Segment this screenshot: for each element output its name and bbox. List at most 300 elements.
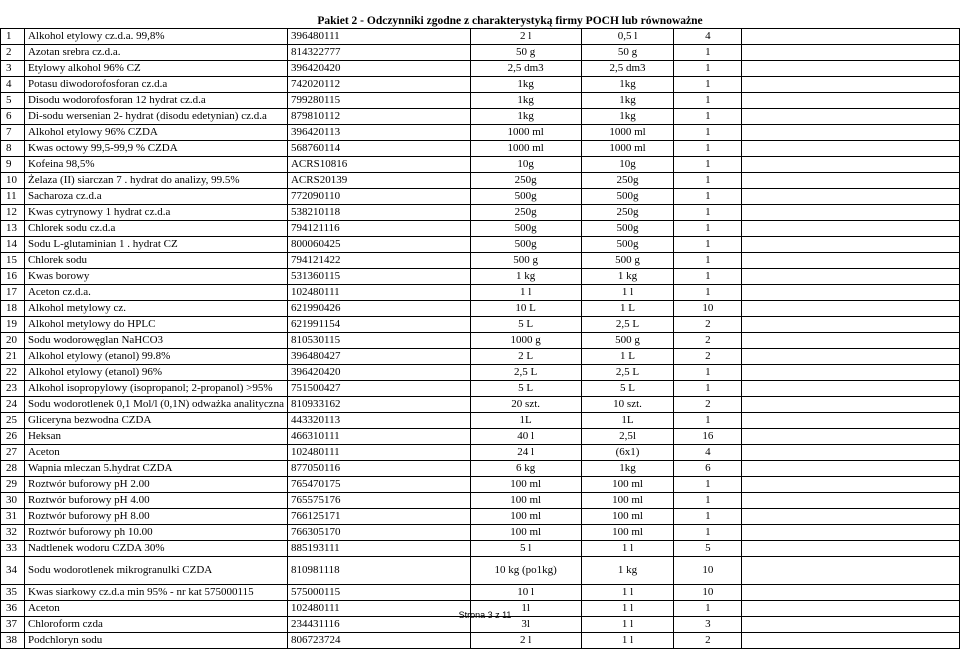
package-size: 1 l bbox=[470, 285, 581, 301]
row-number: 5 bbox=[1, 93, 25, 109]
empty-cell bbox=[742, 189, 960, 205]
empty-cell bbox=[742, 349, 960, 365]
catalog-number: 396480427 bbox=[287, 349, 470, 365]
table-row bbox=[1, 173, 960, 189]
reagent-name: Etylowy alkohol 96% CZ bbox=[24, 61, 287, 77]
reagent-name: Alkohol etylowy cz.d.a. 99,8% bbox=[24, 29, 287, 45]
unit-count: 1 bbox=[674, 61, 742, 77]
package-size: 2,5 L bbox=[470, 365, 581, 381]
empty-cell bbox=[742, 157, 960, 173]
table-row bbox=[1, 541, 960, 557]
unit-count: 1 bbox=[674, 493, 742, 509]
row-number: 35 bbox=[1, 585, 25, 601]
catalog-number: 800060425 bbox=[287, 237, 470, 253]
unit-quantity: 1kg bbox=[581, 93, 674, 109]
empty-cell bbox=[742, 93, 960, 109]
empty-cell bbox=[742, 493, 960, 509]
row-number: 2 bbox=[1, 45, 25, 61]
unit-count: 2 bbox=[674, 349, 742, 365]
empty-cell bbox=[742, 365, 960, 381]
empty-cell bbox=[742, 413, 960, 429]
catalog-number: 765575176 bbox=[287, 493, 470, 509]
row-number: 28 bbox=[1, 461, 25, 477]
row-number: 7 bbox=[1, 125, 25, 141]
table-row bbox=[1, 461, 960, 477]
empty-cell bbox=[742, 461, 960, 477]
catalog-number: 772090110 bbox=[287, 189, 470, 205]
row-number: 24 bbox=[1, 397, 25, 413]
unit-count: 1 bbox=[674, 205, 742, 221]
package-size: 2 L bbox=[470, 349, 581, 365]
empty-cell bbox=[742, 541, 960, 557]
row-number: 3 bbox=[1, 61, 25, 77]
reagent-name: Kwas siarkowy cz.d.a min 95% - nr kat 575000115 bbox=[24, 585, 287, 601]
table-row bbox=[1, 61, 960, 77]
reagent-name: Podchloryn sodu bbox=[24, 633, 287, 649]
package-size: 100 ml bbox=[470, 493, 581, 509]
row-number: 27 bbox=[1, 445, 25, 461]
catalog-number: 766305170 bbox=[287, 525, 470, 541]
catalog-number: 102480111 bbox=[287, 285, 470, 301]
unit-count: 6 bbox=[674, 461, 742, 477]
empty-cell bbox=[742, 237, 960, 253]
empty-cell bbox=[742, 269, 960, 285]
package-size: 2 l bbox=[470, 29, 581, 45]
table-row bbox=[1, 381, 960, 397]
unit-quantity: 500g bbox=[581, 237, 674, 253]
unit-quantity: 2,5 L bbox=[581, 365, 674, 381]
table-row bbox=[1, 301, 960, 317]
catalog-number: 806723724 bbox=[287, 633, 470, 649]
table-row bbox=[1, 269, 960, 285]
reagent-name: Sodu L-glutaminian 1 . hydrat CZ bbox=[24, 237, 287, 253]
empty-cell bbox=[742, 125, 960, 141]
unit-quantity: 5 L bbox=[581, 381, 674, 397]
unit-quantity: 10 szt. bbox=[581, 397, 674, 413]
reagent-name: Kwas octowy 99,5-99,9 % CZDA bbox=[24, 141, 287, 157]
unit-quantity: 1L bbox=[581, 413, 674, 429]
table-row bbox=[1, 585, 960, 601]
table-row bbox=[1, 141, 960, 157]
catalog-number: 810981118 bbox=[287, 557, 470, 585]
package-size: 1l bbox=[470, 601, 581, 617]
catalog-number: 234431116 bbox=[287, 617, 470, 633]
catalog-number: 766125171 bbox=[287, 509, 470, 525]
reagent-name: Żelaza (II) siarczan 7 . hydrat do analizy, 99.5% bbox=[24, 173, 287, 189]
empty-cell bbox=[742, 205, 960, 221]
unit-count: 2 bbox=[674, 633, 742, 649]
empty-cell bbox=[742, 61, 960, 77]
reagent-name: Alkohol metylowy do HPLC bbox=[24, 317, 287, 333]
reagent-name: Wapnia mleczan 5.hydrat CZDA bbox=[24, 461, 287, 477]
package-size: 1kg bbox=[470, 109, 581, 125]
reagent-name: Sodu wodorotlenek 0,1 Mol/l (0,1N) odważka analityczna bbox=[24, 397, 287, 413]
empty-cell bbox=[742, 509, 960, 525]
catalog-number: 538210118 bbox=[287, 205, 470, 221]
page-title: Pakiet 2 - Odczynniki zgodne z charakterystyką firmy POCH lub równoważne bbox=[317, 15, 703, 27]
package-size: 24 l bbox=[470, 445, 581, 461]
reagent-name: Alkohol etylowy (etanol) 96% bbox=[24, 365, 287, 381]
reagent-name: Alkohol etylowy 96% CZDA bbox=[24, 125, 287, 141]
catalog-number: 799280115 bbox=[287, 93, 470, 109]
catalog-number: ACRS20139 bbox=[287, 173, 470, 189]
unit-quantity: 250g bbox=[581, 173, 674, 189]
reagent-name: Gliceryna bezwodna CZDA bbox=[24, 413, 287, 429]
unit-count: 1 bbox=[674, 141, 742, 157]
reagent-name: Azotan srebra cz.d.a. bbox=[24, 45, 287, 61]
unit-count: 1 bbox=[674, 477, 742, 493]
unit-quantity: 100 ml bbox=[581, 477, 674, 493]
table-body bbox=[1, 29, 960, 649]
catalog-number: 443320113 bbox=[287, 413, 470, 429]
catalog-number: 810933162 bbox=[287, 397, 470, 413]
package-size: 500g bbox=[470, 189, 581, 205]
unit-count: 1 bbox=[674, 381, 742, 397]
reagent-name: Di-sodu wersenian 2- hydrat (disodu edetynian) cz.d.a bbox=[24, 109, 287, 125]
row-number: 15 bbox=[1, 253, 25, 269]
catalog-number: 742020112 bbox=[287, 77, 470, 93]
empty-cell bbox=[742, 77, 960, 93]
row-number: 10 bbox=[1, 173, 25, 189]
row-number: 30 bbox=[1, 493, 25, 509]
unit-count: 1 bbox=[674, 189, 742, 205]
empty-cell bbox=[742, 221, 960, 237]
row-number: 20 bbox=[1, 333, 25, 349]
reagent-name: Alkohol metylowy cz. bbox=[24, 301, 287, 317]
unit-quantity: 2,5 dm3 bbox=[581, 61, 674, 77]
table-row bbox=[1, 493, 960, 509]
row-number: 25 bbox=[1, 413, 25, 429]
unit-count: 1 bbox=[674, 93, 742, 109]
table-row bbox=[1, 525, 960, 541]
catalog-number: 814322777 bbox=[287, 45, 470, 61]
unit-count: 1 bbox=[674, 365, 742, 381]
empty-cell bbox=[742, 29, 960, 45]
unit-quantity: 500g bbox=[581, 221, 674, 237]
unit-count: 1 bbox=[674, 173, 742, 189]
unit-quantity: 50 g bbox=[581, 45, 674, 61]
package-size: 100 ml bbox=[470, 477, 581, 493]
row-number: 17 bbox=[1, 285, 25, 301]
table-row bbox=[1, 253, 960, 269]
row-number: 38 bbox=[1, 633, 25, 649]
package-size: 1 kg bbox=[470, 269, 581, 285]
unit-quantity: 0,5 l bbox=[581, 29, 674, 45]
empty-cell bbox=[742, 381, 960, 397]
empty-cell bbox=[742, 45, 960, 61]
catalog-number: 810530115 bbox=[287, 333, 470, 349]
empty-cell bbox=[742, 525, 960, 541]
table-row bbox=[1, 429, 960, 445]
unit-count: 10 bbox=[674, 557, 742, 585]
unit-quantity: 1kg bbox=[581, 109, 674, 125]
unit-quantity: 2,5l bbox=[581, 429, 674, 445]
unit-quantity: 1 kg bbox=[581, 557, 674, 585]
package-size: 500 g bbox=[470, 253, 581, 269]
catalog-number: 765470175 bbox=[287, 477, 470, 493]
catalog-number: 466310111 bbox=[287, 429, 470, 445]
catalog-number: 885193111 bbox=[287, 541, 470, 557]
unit-count: 4 bbox=[674, 445, 742, 461]
catalog-number: 396420420 bbox=[287, 365, 470, 381]
package-size: 500g bbox=[470, 221, 581, 237]
table-row bbox=[1, 557, 960, 585]
empty-cell bbox=[742, 253, 960, 269]
row-number: 22 bbox=[1, 365, 25, 381]
table-row bbox=[1, 77, 960, 93]
row-number: 4 bbox=[1, 77, 25, 93]
package-size: 100 ml bbox=[470, 525, 581, 541]
package-size: 6 kg bbox=[470, 461, 581, 477]
unit-quantity: 2,5 L bbox=[581, 317, 674, 333]
unit-count: 1 bbox=[674, 601, 742, 617]
reagent-name: Roztwór buforowy pH 4.00 bbox=[24, 493, 287, 509]
table-row bbox=[1, 157, 960, 173]
table-row bbox=[1, 317, 960, 333]
empty-cell bbox=[742, 173, 960, 189]
reagent-name: Sacharoza cz.d.a bbox=[24, 189, 287, 205]
catalog-number: 794121422 bbox=[287, 253, 470, 269]
empty-cell bbox=[742, 585, 960, 601]
unit-count: 1 bbox=[674, 525, 742, 541]
catalog-number: 102480111 bbox=[287, 445, 470, 461]
catalog-number: ACRS10816 bbox=[287, 157, 470, 173]
package-size: 3l bbox=[470, 617, 581, 633]
reagent-name: Heksan bbox=[24, 429, 287, 445]
catalog-number: 531360115 bbox=[287, 269, 470, 285]
package-size: 1kg bbox=[470, 93, 581, 109]
table-row bbox=[1, 397, 960, 413]
package-size: 40 l bbox=[470, 429, 581, 445]
row-number: 9 bbox=[1, 157, 25, 173]
empty-cell bbox=[742, 141, 960, 157]
unit-count: 3 bbox=[674, 617, 742, 633]
row-number: 33 bbox=[1, 541, 25, 557]
package-size: 250g bbox=[470, 173, 581, 189]
row-number: 12 bbox=[1, 205, 25, 221]
unit-quantity: 1 l bbox=[581, 285, 674, 301]
package-size: 2 l bbox=[470, 633, 581, 649]
unit-quantity: 500 g bbox=[581, 333, 674, 349]
unit-quantity: 500 g bbox=[581, 253, 674, 269]
table-row bbox=[1, 509, 960, 525]
table-row bbox=[1, 365, 960, 381]
empty-cell bbox=[742, 285, 960, 301]
empty-cell bbox=[742, 557, 960, 585]
package-size: 5 L bbox=[470, 317, 581, 333]
reagent-name: Potasu diwodorofosforan cz.d.a bbox=[24, 77, 287, 93]
catalog-number: 396420420 bbox=[287, 61, 470, 77]
unit-count: 1 bbox=[674, 109, 742, 125]
table-row bbox=[1, 633, 960, 649]
unit-quantity: 10g bbox=[581, 157, 674, 173]
unit-count: 1 bbox=[674, 413, 742, 429]
reagent-name: Chlorek sodu cz.d.a bbox=[24, 221, 287, 237]
row-number: 18 bbox=[1, 301, 25, 317]
unit-quantity: 1 kg bbox=[581, 269, 674, 285]
empty-cell bbox=[742, 397, 960, 413]
unit-count: 5 bbox=[674, 541, 742, 557]
unit-quantity: 1 l bbox=[581, 617, 674, 633]
unit-count: 1 bbox=[674, 77, 742, 93]
catalog-number: 102480111 bbox=[287, 601, 470, 617]
unit-quantity: 500g bbox=[581, 189, 674, 205]
package-size: 2,5 dm3 bbox=[470, 61, 581, 77]
package-size: 10 l bbox=[470, 585, 581, 601]
row-number: 31 bbox=[1, 509, 25, 525]
reagent-name: Nadtlenek wodoru CZDA 30% bbox=[24, 541, 287, 557]
row-number: 1 bbox=[1, 29, 25, 45]
empty-cell bbox=[742, 333, 960, 349]
unit-count: 1 bbox=[674, 157, 742, 173]
row-number: 6 bbox=[1, 109, 25, 125]
unit-quantity: 1kg bbox=[581, 461, 674, 477]
unit-count: 1 bbox=[674, 269, 742, 285]
row-number: 26 bbox=[1, 429, 25, 445]
unit-quantity: 1kg bbox=[581, 77, 674, 93]
table-row bbox=[1, 477, 960, 493]
catalog-number: 396480111 bbox=[287, 29, 470, 45]
unit-quantity: 100 ml bbox=[581, 493, 674, 509]
unit-count: 1 bbox=[674, 221, 742, 237]
package-size: 1000 ml bbox=[470, 141, 581, 157]
package-size: 5 L bbox=[470, 381, 581, 397]
package-size: 5 l bbox=[470, 541, 581, 557]
catalog-number: 396420113 bbox=[287, 125, 470, 141]
table-row bbox=[1, 29, 960, 45]
row-number: 34 bbox=[1, 557, 25, 585]
unit-count: 2 bbox=[674, 333, 742, 349]
table-row bbox=[1, 349, 960, 365]
row-number: 16 bbox=[1, 269, 25, 285]
package-size: 1000 ml bbox=[470, 125, 581, 141]
unit-count: 10 bbox=[674, 301, 742, 317]
package-size: 1L bbox=[470, 413, 581, 429]
unit-quantity: 100 ml bbox=[581, 509, 674, 525]
reagent-name: Roztwór buforowy ph 10.00 bbox=[24, 525, 287, 541]
unit-count: 2 bbox=[674, 317, 742, 333]
unit-quantity: 100 ml bbox=[581, 525, 674, 541]
table-row bbox=[1, 205, 960, 221]
row-number: 14 bbox=[1, 237, 25, 253]
table-row bbox=[1, 189, 960, 205]
catalog-number: 794121116 bbox=[287, 221, 470, 237]
table-row bbox=[1, 333, 960, 349]
unit-quantity: 250g bbox=[581, 205, 674, 221]
empty-cell bbox=[742, 429, 960, 445]
unit-quantity: (6x1) bbox=[581, 445, 674, 461]
row-number: 13 bbox=[1, 221, 25, 237]
empty-cell bbox=[742, 633, 960, 649]
unit-quantity: 1 l bbox=[581, 601, 674, 617]
table-row bbox=[1, 445, 960, 461]
package-size: 20 szt. bbox=[470, 397, 581, 413]
package-size: 10g bbox=[470, 157, 581, 173]
row-number: 32 bbox=[1, 525, 25, 541]
row-number: 21 bbox=[1, 349, 25, 365]
package-size: 50 g bbox=[470, 45, 581, 61]
table-row bbox=[1, 125, 960, 141]
reagent-name: Kwas cytrynowy 1 hydrat cz.d.a bbox=[24, 205, 287, 221]
unit-quantity: 1 l bbox=[581, 633, 674, 649]
row-number: 36 bbox=[1, 601, 25, 617]
table-row bbox=[1, 109, 960, 125]
catalog-number: 621990426 bbox=[287, 301, 470, 317]
row-number: 37 bbox=[1, 617, 25, 633]
reagent-name: Alkohol isopropylowy (isopropanol; 2-propanol) >95% bbox=[24, 381, 287, 397]
package-size: 10 L bbox=[470, 301, 581, 317]
catalog-number: 568760114 bbox=[287, 141, 470, 157]
row-number: 29 bbox=[1, 477, 25, 493]
reagent-name: Roztwór buforowy pH 2.00 bbox=[24, 477, 287, 493]
table-row bbox=[1, 285, 960, 301]
catalog-number: 575000115 bbox=[287, 585, 470, 601]
empty-cell bbox=[742, 301, 960, 317]
unit-count: 2 bbox=[674, 397, 742, 413]
empty-cell bbox=[742, 317, 960, 333]
table-row bbox=[1, 413, 960, 429]
catalog-number: 877050116 bbox=[287, 461, 470, 477]
table-row bbox=[1, 93, 960, 109]
unit-count: 4 bbox=[674, 29, 742, 45]
unit-count: 1 bbox=[674, 237, 742, 253]
row-number: 8 bbox=[1, 141, 25, 157]
reagents-table bbox=[0, 28, 960, 649]
table-row bbox=[1, 237, 960, 253]
unit-count: 1 bbox=[674, 509, 742, 525]
unit-quantity: 1000 ml bbox=[581, 125, 674, 141]
catalog-number: 879810112 bbox=[287, 109, 470, 125]
unit-quantity: 1 L bbox=[581, 349, 674, 365]
table-row bbox=[1, 221, 960, 237]
unit-count: 1 bbox=[674, 253, 742, 269]
empty-cell bbox=[742, 445, 960, 461]
reagent-name: Kofeina 98,5% bbox=[24, 157, 287, 173]
reagent-name: Sodu wodorowęglan NaHCO3 bbox=[24, 333, 287, 349]
unit-count: 1 bbox=[674, 45, 742, 61]
package-size: 1000 g bbox=[470, 333, 581, 349]
row-number: 19 bbox=[1, 317, 25, 333]
catalog-number: 751500427 bbox=[287, 381, 470, 397]
package-size: 10 kg (po1kg) bbox=[470, 557, 581, 585]
unit-count: 10 bbox=[674, 585, 742, 601]
empty-cell bbox=[742, 109, 960, 125]
reagent-name: Sodu wodorotlenek mikrogranulki CZDA bbox=[24, 557, 287, 585]
unit-count: 16 bbox=[674, 429, 742, 445]
package-size: 500g bbox=[470, 237, 581, 253]
reagent-name: Kwas borowy bbox=[24, 269, 287, 285]
reagent-name: Alkohol etylowy (etanol) 99.8% bbox=[24, 349, 287, 365]
reagent-name: Disodu wodorofosforan 12 hydrat cz.d.a bbox=[24, 93, 287, 109]
unit-count: 1 bbox=[674, 285, 742, 301]
unit-count: 1 bbox=[674, 125, 742, 141]
unit-quantity: 1000 ml bbox=[581, 141, 674, 157]
table-row bbox=[1, 45, 960, 61]
reagent-name: Chlorek sodu bbox=[24, 253, 287, 269]
unit-quantity: 1 L bbox=[581, 301, 674, 317]
row-number: 11 bbox=[1, 189, 25, 205]
reagent-name: Aceton bbox=[24, 445, 287, 461]
unit-quantity: 1 l bbox=[581, 541, 674, 557]
unit-quantity: 1 l bbox=[581, 585, 674, 601]
package-size: 100 ml bbox=[470, 509, 581, 525]
package-size: 250g bbox=[470, 205, 581, 221]
catalog-number: 621991154 bbox=[287, 317, 470, 333]
reagent-name: Aceton bbox=[24, 601, 287, 617]
reagent-name: Chloroform czda bbox=[24, 617, 287, 633]
package-size: 1kg bbox=[470, 77, 581, 93]
empty-cell bbox=[742, 477, 960, 493]
